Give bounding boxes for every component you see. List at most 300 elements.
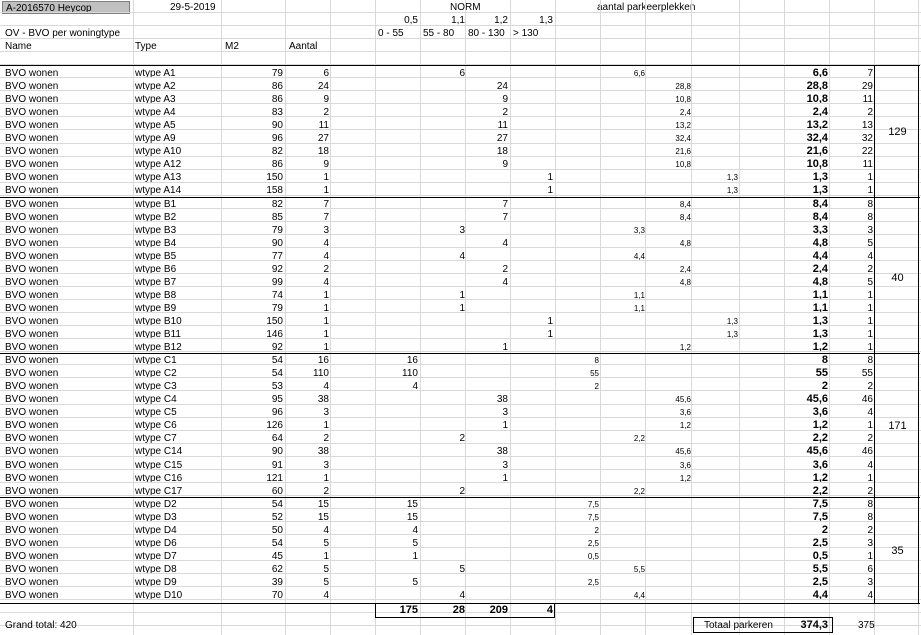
cell-p2[interactable] <box>600 524 645 537</box>
cell-m2[interactable]: 60 <box>271 486 283 497</box>
cell-rounded[interactable]: 1 <box>867 420 873 431</box>
cell-type[interactable]: wtype D9 <box>135 577 177 588</box>
cell-p2[interactable]: 1,1 <box>633 304 645 313</box>
cell-m2[interactable]: 86 <box>271 81 283 92</box>
cell-n1[interactable]: 4 <box>412 381 418 392</box>
cell-total[interactable]: 21,6 <box>806 145 828 157</box>
cell-name[interactable]: BVO wonen <box>5 446 59 457</box>
cell-total[interactable]: 1,3 <box>812 184 828 196</box>
table-row[interactable] <box>0 224 921 237</box>
cell-n4[interactable] <box>511 237 553 250</box>
cell-total[interactable]: 1,1 <box>812 289 828 301</box>
cell-p2[interactable] <box>600 498 645 511</box>
cell-rounded[interactable]: 46 <box>861 394 873 405</box>
cell-m2[interactable]: 39 <box>271 577 283 588</box>
cell-type[interactable]: wtype A4 <box>135 107 176 118</box>
table-row[interactable] <box>0 250 921 263</box>
cell-total[interactable]: 45,6 <box>806 445 828 457</box>
cell-name[interactable]: BVO wonen <box>5 185 59 196</box>
cell-aantal[interactable]: 5 <box>323 564 329 575</box>
cell-rounded[interactable]: 55 <box>861 368 873 379</box>
cell-p3[interactable]: 1,2 <box>679 421 691 430</box>
cell-aantal[interactable]: 11 <box>318 120 329 131</box>
cell-m2[interactable]: 54 <box>271 499 283 510</box>
table-row[interactable] <box>0 119 921 132</box>
cell-m2[interactable]: 95 <box>271 394 283 405</box>
cell-p4[interactable] <box>692 250 738 263</box>
cell-type[interactable]: wtype C1 <box>135 355 177 366</box>
cell-p3[interactable] <box>646 563 691 576</box>
table-row[interactable] <box>0 289 921 302</box>
table-row[interactable] <box>0 459 921 472</box>
cell-type[interactable]: wtype C2 <box>135 368 177 379</box>
cell-p3[interactable]: 8,4 <box>679 200 691 209</box>
cell-n2[interactable]: 6 <box>459 68 465 79</box>
cell-total[interactable]: 1,3 <box>812 315 828 327</box>
cell-n3[interactable]: 4 <box>502 238 508 249</box>
cell-type[interactable]: wtype C17 <box>135 486 183 497</box>
cell-name[interactable]: BVO wonen <box>5 290 59 301</box>
table-row[interactable] <box>0 472 921 485</box>
cell-rounded[interactable]: 5 <box>867 238 873 249</box>
cell-aantal[interactable]: 2 <box>323 264 329 275</box>
table-row[interactable] <box>0 198 921 211</box>
cell-n4[interactable] <box>511 302 553 315</box>
cell-m2[interactable]: 99 <box>271 277 283 288</box>
cell-n2[interactable] <box>421 367 465 380</box>
cell-n1[interactable]: 5 <box>412 577 418 588</box>
cell-rounded[interactable]: 2 <box>867 433 873 444</box>
cell-p3[interactable] <box>646 380 691 393</box>
cell-p4[interactable] <box>692 380 738 393</box>
cell-p4[interactable]: 1,3 <box>726 317 738 326</box>
cell-n3[interactable] <box>466 302 508 315</box>
cell-p2[interactable] <box>600 367 645 380</box>
cell-p3[interactable]: 2,4 <box>679 265 691 274</box>
cell-p4[interactable]: 1,3 <box>726 173 738 182</box>
cell-type[interactable]: wtype B10 <box>135 316 182 327</box>
cell-total[interactable]: 1,2 <box>812 341 828 353</box>
cell-n1[interactable]: 110 <box>402 368 418 379</box>
cell-n4[interactable] <box>511 459 553 472</box>
cell-n2[interactable]: 4 <box>459 251 465 262</box>
cell-name[interactable]: BVO wonen <box>5 486 59 497</box>
cell-name[interactable]: BVO wonen <box>5 590 59 601</box>
cell-name[interactable]: BVO wonen <box>5 512 59 523</box>
cell-type[interactable]: wtype B5 <box>135 251 177 262</box>
cell-n3[interactable] <box>466 315 508 328</box>
cell-p2[interactable] <box>600 93 645 106</box>
cell-p3[interactable] <box>646 67 691 80</box>
cell-name[interactable]: BVO wonen <box>5 407 59 418</box>
cell-aantal[interactable]: 4 <box>323 238 329 249</box>
cell-p2[interactable] <box>600 80 645 93</box>
cell-name[interactable]: BVO wonen <box>5 551 59 562</box>
cell-n1[interactable] <box>376 589 418 602</box>
cell-n4[interactable] <box>511 354 553 367</box>
cell-rounded[interactable]: 6 <box>867 564 873 575</box>
cell-p4[interactable] <box>692 589 738 602</box>
cell-type[interactable]: wtype D3 <box>135 512 177 523</box>
cell-n1[interactable] <box>376 198 418 211</box>
cell-total[interactable]: 6,6 <box>812 67 828 79</box>
cell-p4[interactable] <box>692 119 738 132</box>
cell-n2[interactable] <box>421 80 465 93</box>
cell-n1[interactable] <box>376 93 418 106</box>
cell-rounded[interactable]: 13 <box>861 120 873 131</box>
cell-total[interactable]: 1,3 <box>812 171 828 183</box>
cell-p3[interactable]: 3,6 <box>679 461 691 470</box>
cell-aantal[interactable]: 3 <box>323 225 329 236</box>
cell-aantal[interactable]: 2 <box>323 433 329 444</box>
cell-total[interactable]: 7,5 <box>812 511 828 523</box>
cell-aantal[interactable]: 16 <box>317 355 329 366</box>
cell-name[interactable]: BVO wonen <box>5 355 59 366</box>
cell-n4[interactable] <box>511 367 553 380</box>
cell-p4[interactable] <box>692 106 738 119</box>
cell-m2[interactable]: 64 <box>271 433 283 444</box>
cell-n3[interactable]: 1 <box>502 342 508 353</box>
cell-aantal[interactable]: 4 <box>323 277 329 288</box>
cell-n4[interactable] <box>511 511 553 524</box>
table-row[interactable] <box>0 315 921 328</box>
cell-rounded[interactable]: 11 <box>862 159 873 170</box>
cell-type[interactable]: wtype C15 <box>135 460 183 471</box>
cell-n4[interactable] <box>511 537 553 550</box>
cell-name[interactable]: BVO wonen <box>5 433 59 444</box>
cell-p2[interactable] <box>600 550 645 563</box>
cell-name[interactable]: BVO wonen <box>5 68 59 79</box>
table-row[interactable] <box>0 263 921 276</box>
cell-m2[interactable]: 158 <box>266 185 283 196</box>
table-row[interactable] <box>0 537 921 550</box>
cell-p3[interactable] <box>646 576 691 589</box>
cell-n3[interactable]: 7 <box>502 212 508 223</box>
cell-total[interactable]: 28,8 <box>806 80 828 92</box>
cell-name[interactable]: BVO wonen <box>5 81 59 92</box>
cell-p3[interactable]: 1,2 <box>679 343 691 352</box>
cell-type[interactable]: wtype A9 <box>135 133 176 144</box>
cell-n4[interactable]: 1 <box>547 329 553 340</box>
cell-rounded[interactable]: 4 <box>867 407 873 418</box>
cell-p4[interactable] <box>692 354 738 367</box>
cell-n3[interactable]: 9 <box>502 94 508 105</box>
cell-p3[interactable] <box>646 524 691 537</box>
table-row[interactable] <box>0 276 921 289</box>
cell-p1[interactable]: 0,5 <box>587 552 599 561</box>
cell-n1[interactable]: 1 <box>412 551 418 562</box>
cell-n2[interactable] <box>421 328 465 341</box>
cell-p3[interactable] <box>646 224 691 237</box>
cell-type[interactable]: wtype B2 <box>135 212 177 223</box>
table-row[interactable] <box>0 576 921 589</box>
cell-p4[interactable] <box>692 576 738 589</box>
cell-rounded[interactable]: 1 <box>867 342 873 353</box>
cell-type[interactable]: wtype D2 <box>135 499 177 510</box>
cell-total[interactable]: 2,4 <box>812 263 828 275</box>
cell-rounded[interactable]: 1 <box>867 551 873 562</box>
cell-total[interactable]: 3,3 <box>812 224 828 236</box>
cell-p3[interactable] <box>646 302 691 315</box>
cell-m2[interactable]: 79 <box>271 303 283 314</box>
cell-name[interactable]: BVO wonen <box>5 146 59 157</box>
cell-name[interactable]: BVO wonen <box>5 394 59 405</box>
cell-name[interactable]: BVO wonen <box>5 94 59 105</box>
cell-type[interactable]: wtype B9 <box>135 303 177 314</box>
cell-n1[interactable] <box>376 106 418 119</box>
cell-p4[interactable] <box>692 276 738 289</box>
cell-name[interactable]: BVO wonen <box>5 460 59 471</box>
cell-p1[interactable]: 2,5 <box>587 539 599 548</box>
cell-n1[interactable]: 5 <box>412 538 418 549</box>
cell-rounded[interactable]: 3 <box>867 225 873 236</box>
cell-type[interactable]: wtype B12 <box>135 342 182 353</box>
cell-n3[interactable] <box>466 67 508 80</box>
cell-n4[interactable]: 1 <box>547 172 553 183</box>
cell-p1[interactable] <box>556 106 599 119</box>
cell-n1[interactable] <box>376 289 418 302</box>
cell-n2[interactable] <box>421 550 465 563</box>
cell-aantal[interactable]: 15 <box>317 499 329 510</box>
cell-m2[interactable]: 54 <box>271 538 283 549</box>
cell-p3[interactable] <box>646 537 691 550</box>
cell-m2[interactable]: 79 <box>271 68 283 79</box>
cell-name[interactable]: BVO wonen <box>5 499 59 510</box>
cell-p3[interactable] <box>646 550 691 563</box>
cell-name[interactable]: BVO wonen <box>5 120 59 131</box>
cell-p3[interactable]: 13,2 <box>675 121 691 130</box>
cell-total[interactable]: 2,4 <box>812 106 828 118</box>
cell-type[interactable]: wtype B1 <box>135 199 177 210</box>
cell-rounded[interactable]: 1 <box>867 290 873 301</box>
cell-type[interactable]: wtype B6 <box>135 264 177 275</box>
cell-p2[interactable]: 1,1 <box>633 291 645 300</box>
cell-rounded[interactable]: 4 <box>867 590 873 601</box>
cell-n2[interactable]: 1 <box>459 303 465 314</box>
cell-m2[interactable]: 53 <box>271 381 283 392</box>
cell-n3[interactable] <box>466 537 508 550</box>
cell-aantal[interactable]: 7 <box>323 199 329 210</box>
cell-n3[interactable]: 2 <box>502 107 508 118</box>
cell-p2[interactable] <box>600 459 645 472</box>
cell-n4[interactable]: 1 <box>547 185 553 196</box>
cell-rounded[interactable]: 8 <box>867 355 873 366</box>
cell-p2[interactable] <box>600 511 645 524</box>
cell-rounded[interactable]: 3 <box>867 577 873 588</box>
cell-n2[interactable] <box>421 237 465 250</box>
cell-n3[interactable]: 27 <box>496 133 508 144</box>
cell-name[interactable]: BVO wonen <box>5 329 59 340</box>
cell-p1[interactable] <box>556 211 599 224</box>
cell-p4[interactable] <box>692 224 738 237</box>
cell-total[interactable]: 2,2 <box>812 485 828 497</box>
cell-name[interactable]: BVO wonen <box>5 172 59 183</box>
cell-rounded[interactable]: 1 <box>867 185 873 196</box>
cell-n3[interactable] <box>466 550 508 563</box>
cell-p3[interactable] <box>646 354 691 367</box>
cell-n1[interactable]: 16 <box>406 355 418 366</box>
cell-n1[interactable] <box>376 67 418 80</box>
cell-m2[interactable]: 82 <box>271 146 283 157</box>
cell-m2[interactable]: 74 <box>271 290 283 301</box>
cell-n4[interactable] <box>511 106 553 119</box>
cell-n4[interactable] <box>511 563 553 576</box>
cell-total[interactable]: 55 <box>815 367 828 379</box>
cell-type[interactable]: wtype C4 <box>135 394 177 405</box>
cell-n4[interactable] <box>511 289 553 302</box>
cell-name[interactable]: BVO wonen <box>5 342 59 353</box>
cell-aantal[interactable]: 4 <box>323 381 329 392</box>
cell-total[interactable]: 1,2 <box>812 419 828 431</box>
cell-p3[interactable]: 4,8 <box>679 278 691 287</box>
cell-n4[interactable] <box>511 250 553 263</box>
table-row[interactable] <box>0 498 921 511</box>
cell-p1[interactable] <box>556 589 599 602</box>
cell-p1[interactable] <box>556 289 599 302</box>
cell-aantal[interactable]: 18 <box>317 146 329 157</box>
cell-type[interactable]: wtype C5 <box>135 407 177 418</box>
cell-aantal[interactable]: 1 <box>323 551 329 562</box>
cell-aantal[interactable]: 1 <box>323 303 329 314</box>
cell-rounded[interactable]: 8 <box>867 199 873 210</box>
cell-type[interactable]: wtype B3 <box>135 225 177 236</box>
cell-p2[interactable]: 6,6 <box>633 69 645 78</box>
cell-p4[interactable] <box>692 80 738 93</box>
cell-aantal[interactable]: 6 <box>323 68 329 79</box>
cell-total[interactable]: 2 <box>821 524 828 536</box>
cell-p2[interactable] <box>600 263 645 276</box>
cell-n2[interactable] <box>421 498 465 511</box>
table-row[interactable] <box>0 511 921 524</box>
cell-aantal[interactable]: 1 <box>323 473 329 484</box>
cell-p1[interactable] <box>556 93 599 106</box>
cell-n4[interactable] <box>511 263 553 276</box>
cell-n4[interactable] <box>511 198 553 211</box>
cell-n3[interactable] <box>466 498 508 511</box>
table-row[interactable] <box>0 367 921 380</box>
cell-n4[interactable] <box>511 589 553 602</box>
cell-type[interactable]: wtype D7 <box>135 551 177 562</box>
cell-n2[interactable]: 2 <box>459 433 465 444</box>
cell-total[interactable]: 45,6 <box>806 393 828 405</box>
cell-n3[interactable] <box>466 563 508 576</box>
cell-p2[interactable] <box>600 276 645 289</box>
cell-name[interactable]: BVO wonen <box>5 303 59 314</box>
cell-m2[interactable]: 92 <box>271 342 283 353</box>
cell-p1[interactable]: 55 <box>590 369 599 378</box>
cell-rounded[interactable]: 4 <box>867 251 873 262</box>
cell-aantal[interactable]: 5 <box>323 577 329 588</box>
cell-p1[interactable] <box>556 80 599 93</box>
cell-type[interactable]: wtype A10 <box>135 146 182 157</box>
cell-rounded[interactable]: 1 <box>867 316 873 327</box>
cell-n1[interactable] <box>376 563 418 576</box>
cell-rounded[interactable]: 2 <box>867 381 873 392</box>
cell-type[interactable]: wtype D6 <box>135 538 177 549</box>
cell-m2[interactable]: 90 <box>271 446 283 457</box>
cell-n3[interactable]: 1 <box>502 420 508 431</box>
cell-p4[interactable] <box>692 93 738 106</box>
cell-type[interactable]: wtype A13 <box>135 172 182 183</box>
cell-aantal[interactable]: 27 <box>317 133 329 144</box>
cell-n2[interactable] <box>421 537 465 550</box>
cell-m2[interactable]: 121 <box>266 473 283 484</box>
cell-total[interactable]: 0,5 <box>812 550 828 562</box>
cell-aantal[interactable]: 24 <box>317 81 329 92</box>
cell-type[interactable]: wtype A1 <box>135 68 176 79</box>
table-row[interactable] <box>0 93 921 106</box>
cell-rounded[interactable]: 29 <box>861 81 873 92</box>
cell-p2[interactable]: 2,2 <box>633 487 645 496</box>
cell-p1[interactable] <box>556 315 599 328</box>
table-row[interactable] <box>0 106 921 119</box>
cell-aantal[interactable]: 4 <box>323 251 329 262</box>
cell-p1[interactable] <box>556 459 599 472</box>
cell-name[interactable]: BVO wonen <box>5 251 59 262</box>
cell-n3[interactable] <box>466 511 508 524</box>
cell-aantal[interactable]: 5 <box>323 538 329 549</box>
cell-rounded[interactable]: 1 <box>867 329 873 340</box>
cell-p1[interactable]: 7,5 <box>587 513 599 522</box>
cell-n3[interactable] <box>466 589 508 602</box>
table-row[interactable] <box>0 67 921 80</box>
cell-p2[interactable] <box>600 576 645 589</box>
cell-aantal[interactable]: 3 <box>323 460 329 471</box>
cell-aantal[interactable]: 1 <box>323 185 329 196</box>
cell-p4[interactable] <box>692 263 738 276</box>
cell-p4[interactable] <box>692 289 738 302</box>
cell-p2[interactable]: 4,4 <box>633 591 645 600</box>
cell-p3[interactable]: 2,4 <box>679 108 691 117</box>
cell-n3[interactable] <box>466 380 508 393</box>
cell-n2[interactable] <box>421 276 465 289</box>
cell-type[interactable]: wtype C6 <box>135 420 177 431</box>
cell-p1[interactable]: 8 <box>594 356 599 365</box>
cell-rounded[interactable]: 2 <box>867 486 873 497</box>
cell-rounded[interactable]: 3 <box>867 538 873 549</box>
cell-m2[interactable]: 96 <box>271 133 283 144</box>
cell-rounded[interactable]: 8 <box>867 499 873 510</box>
cell-type[interactable]: wtype B11 <box>135 329 181 340</box>
cell-name[interactable]: BVO wonen <box>5 420 59 431</box>
cell-name[interactable]: BVO wonen <box>5 264 59 275</box>
cell-aantal[interactable]: 4 <box>323 590 329 601</box>
cell-aantal[interactable]: 1 <box>323 420 329 431</box>
cell-m2[interactable]: 83 <box>271 107 283 118</box>
cell-n2[interactable] <box>421 315 465 328</box>
cell-rounded[interactable]: 1 <box>867 473 873 484</box>
cell-total[interactable]: 10,8 <box>806 158 828 170</box>
cell-type[interactable]: wtype A2 <box>135 81 176 92</box>
cell-rounded[interactable]: 2 <box>867 107 873 118</box>
cell-p2[interactable] <box>600 237 645 250</box>
cell-rounded[interactable]: 1 <box>867 303 873 314</box>
cell-p4[interactable] <box>692 198 738 211</box>
cell-n1[interactable]: 15 <box>406 499 418 510</box>
cell-m2[interactable]: 150 <box>266 172 283 183</box>
cell-p3[interactable]: 10,8 <box>675 95 691 104</box>
cell-p4[interactable] <box>692 537 738 550</box>
cell-name[interactable]: BVO wonen <box>5 212 59 223</box>
cell-total[interactable]: 10,8 <box>806 93 828 105</box>
cell-total[interactable]: 7,5 <box>812 498 828 510</box>
cell-p2[interactable] <box>600 380 645 393</box>
cell-n3[interactable]: 38 <box>496 394 508 405</box>
cell-name[interactable]: BVO wonen <box>5 381 59 392</box>
cell-n3[interactable] <box>466 328 508 341</box>
table-row[interactable] <box>0 563 921 576</box>
cell-n4[interactable] <box>511 276 553 289</box>
